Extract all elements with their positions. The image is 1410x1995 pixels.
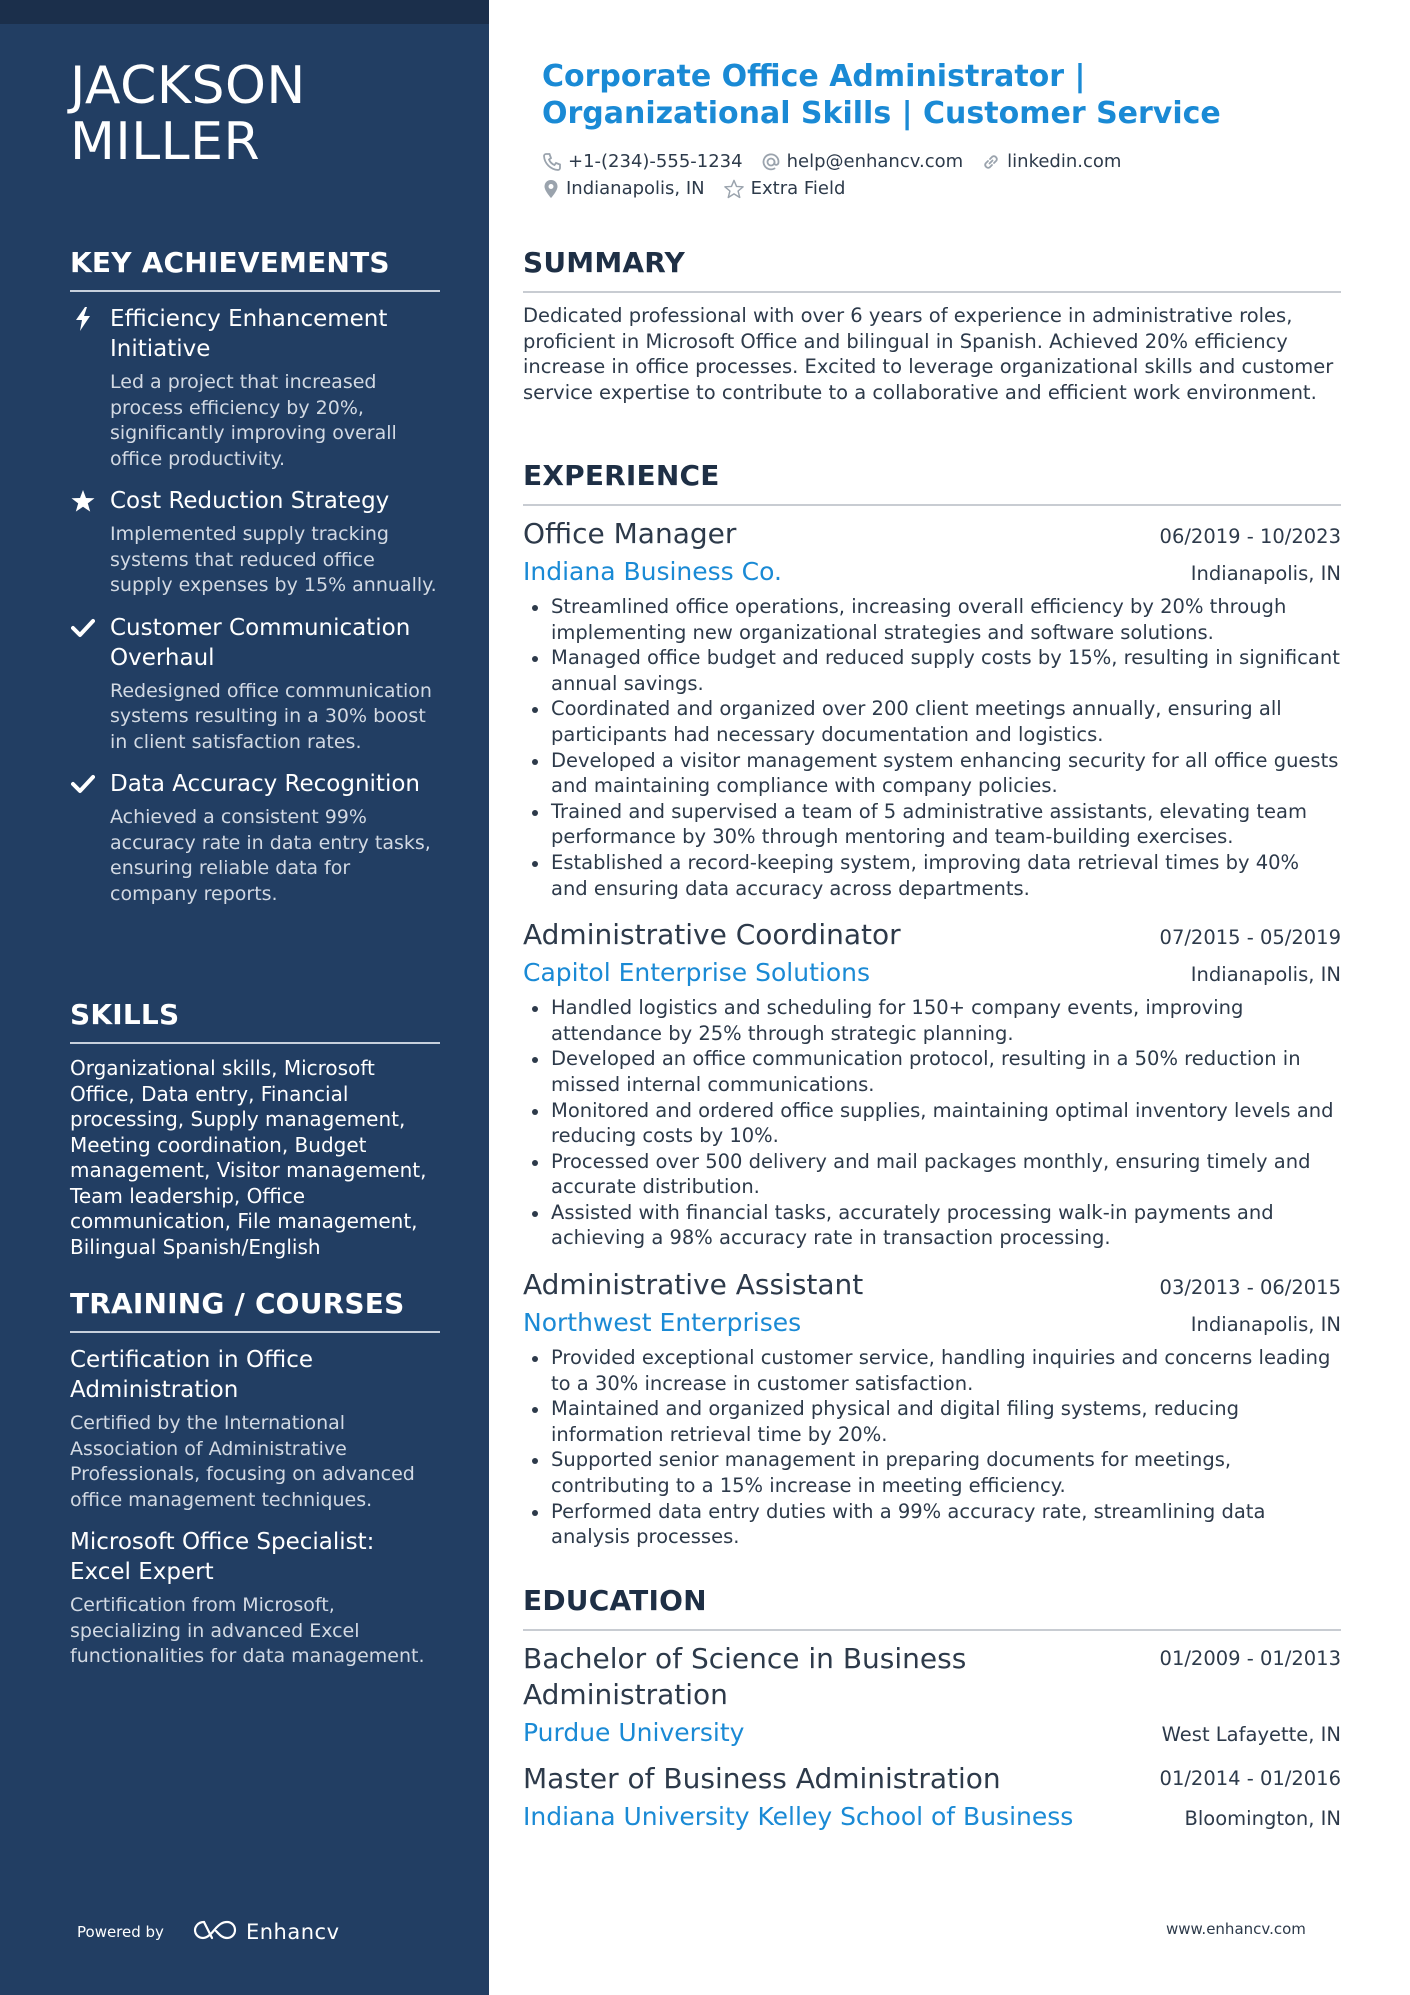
enhancv-brand-name: Enhancv bbox=[245, 1920, 340, 1944]
skills-list: Organizational skills, Microsoft Office, Data entry, Financial processing, Supply management, Meeting coordination, Budget management, Visitor management, Team leadership, Office communication, File management, Bilingual Spanish/English bbox=[70, 1056, 427, 1259]
achievement-item bbox=[70, 769, 440, 907]
experience-heading: EXPERIENCE bbox=[523, 459, 1341, 506]
achievement-item bbox=[70, 613, 440, 756]
achievement-desc: Redesigned office communication systems resulting in a 30% boost in client satisfaction rates. bbox=[110, 679, 432, 753]
edu-degree: Bachelor of Science in Business Administration bbox=[523, 1642, 967, 1711]
name-last: MILLER bbox=[70, 112, 261, 172]
edu-dates: 01/2009 - 01/2013 bbox=[1159, 1647, 1341, 1670]
edu-location: Bloomington, IN bbox=[1184, 1807, 1341, 1830]
achievement-title: Customer Communication Overhaul bbox=[110, 614, 411, 671]
edu-school: Purdue University bbox=[523, 1718, 745, 1747]
job-bullet: Handled logistics and scheduling for 150+ company events, improving attendance by 25% through strategic planning. bbox=[523, 995, 1341, 1046]
job-bullet: Trained and supervised a team of 5 administrative assistants, elevating team performance by 30% through mentoring and team-building exercises. bbox=[523, 799, 1341, 850]
job-bullet: Assisted with financial tasks, accurately processing walk-in payments and achieving a 98% accuracy rate in transaction processing. bbox=[523, 1200, 1341, 1251]
job-title: Administrative Assistant bbox=[523, 1268, 864, 1302]
skills-heading: SKILLS bbox=[70, 998, 440, 1044]
education-entry bbox=[523, 1761, 1341, 1833]
job-dates: 03/2013 - 06/2015 bbox=[1159, 1276, 1341, 1300]
job-location: Indianapolis, IN bbox=[1190, 562, 1341, 585]
job-bullet: Monitored and ordered office supplies, maintaining optimal inventory levels and reducing costs by 10%. bbox=[523, 1098, 1341, 1149]
course-item bbox=[70, 1345, 440, 1513]
star-outline-icon bbox=[723, 179, 745, 199]
extra-contact bbox=[723, 178, 846, 199]
achievement-title: Efficiency Enhancement Initiative bbox=[110, 306, 388, 362]
education-heading: EDUCATION bbox=[523, 1584, 1341, 1631]
achievement-title: Cost Reduction Strategy bbox=[110, 488, 390, 514]
achievement-desc: Achieved a consistent 99% accuracy rate in data entry tasks, ensuring reliable data for company reports. bbox=[110, 806, 431, 905]
job-bullets bbox=[523, 1345, 1341, 1550]
job-entry bbox=[523, 516, 1341, 901]
location-contact bbox=[542, 178, 705, 199]
course-title: Certification in Office Administration bbox=[70, 1347, 314, 1403]
location-text: Indianapolis, IN bbox=[566, 178, 705, 199]
phone-icon bbox=[542, 152, 562, 172]
job-bullet: Established a record-keeping system, improving data retrieval times by 40% and ensuring data accuracy across departments. bbox=[523, 850, 1341, 901]
course-desc: Certification from Microsoft, specializing in advanced Excel functionalities for data management. bbox=[70, 1594, 425, 1667]
edu-dates: 01/2014 - 01/2016 bbox=[1159, 1767, 1341, 1790]
course-title: Microsoft Office Specialist: Excel Expert bbox=[70, 1529, 375, 1585]
training-heading: TRAINING / COURSES bbox=[70, 1287, 440, 1333]
achievement-item bbox=[70, 304, 440, 472]
contact-info bbox=[542, 148, 1342, 202]
website-contact[interactable] bbox=[981, 151, 1121, 172]
key-achievements-heading: KEY ACHIEVEMENTS bbox=[70, 246, 440, 292]
job-dates: 06/2019 - 10/2023 bbox=[1159, 525, 1341, 548]
key-achievements-section bbox=[70, 246, 440, 921]
job-bullet: Developed a visitor management system enhancing security for all office guests and maintaining compliance with company policies. bbox=[523, 748, 1341, 799]
sidebar bbox=[0, 0, 489, 1995]
job-bullet: Performed data entry duties with a 99% accuracy rate, streamlining data analysis processes. bbox=[523, 1499, 1341, 1550]
job-company: Indiana Business Co. bbox=[523, 557, 782, 586]
name-first: JACKSON bbox=[70, 56, 306, 116]
website-text: linkedin.com bbox=[1007, 151, 1122, 172]
powered-by-label: Powered by bbox=[77, 1923, 164, 1941]
job-entry bbox=[523, 917, 1341, 1251]
star-icon bbox=[70, 488, 96, 514]
edu-school: Indiana University Kelley School of Business bbox=[523, 1802, 1074, 1831]
edu-location: West Lafayette, IN bbox=[1161, 1723, 1341, 1746]
summary-text: Dedicated professional with over 6 years of experience in administrative roles, proficient in Microsoft Office and bilingual in Spanish. Achieved 20% efficiency increase in office processes. Excited to leverage organizational skills and customer service expertise to contribute to a collaborative and efficient work environment. bbox=[523, 304, 1334, 404]
experience-section bbox=[523, 459, 1341, 1566]
education-entry bbox=[523, 1641, 1341, 1749]
email-contact[interactable] bbox=[761, 151, 964, 172]
job-title: Administrative Coordinator bbox=[523, 918, 901, 952]
at-icon bbox=[761, 152, 781, 172]
location-pin-icon bbox=[542, 179, 560, 199]
check-icon bbox=[70, 615, 96, 641]
skills-section bbox=[70, 998, 440, 1260]
job-bullet: Processed over 500 delivery and mail packages monthly, ensuring timely and accurate distribution. bbox=[523, 1149, 1341, 1200]
course-desc: Certified by the International Association of Administrative Professionals, focusing on advanced office management techniques. bbox=[70, 1412, 415, 1511]
job-location: Indianapolis, IN bbox=[1190, 1313, 1341, 1337]
education-section bbox=[523, 1584, 1341, 1845]
job-bullet: Coordinated and organized over 200 client meetings annually, ensuring all participants had necessary documentation and logistics. bbox=[523, 696, 1341, 747]
job-bullet: Provided exceptional customer service, handling inquiries and concerns leading to a 30% increase in customer satisfaction. bbox=[523, 1345, 1341, 1396]
sidebar-top-bar bbox=[0, 0, 489, 24]
powered-by bbox=[77, 1918, 340, 1946]
achievement-desc: Implemented supply tracking systems that reduced office supply expenses by 15% annually. bbox=[110, 523, 437, 596]
job-dates: 07/2015 - 05/2019 bbox=[1159, 926, 1341, 950]
job-bullets bbox=[523, 995, 1341, 1251]
job-company: Northwest Enterprises bbox=[523, 1308, 802, 1338]
job-bullet: Developed an office communication protocol, resulting in a 50% reduction in missed internal communications. bbox=[523, 1046, 1341, 1097]
phone-contact[interactable] bbox=[542, 151, 743, 172]
job-location: Indianapolis, IN bbox=[1190, 963, 1341, 987]
course-item bbox=[70, 1527, 440, 1670]
check-icon bbox=[70, 771, 96, 797]
resume-headline: Corporate Office Administrator | Organizational Skills | Customer Service bbox=[542, 59, 1221, 131]
achievement-title: Data Accuracy Recognition bbox=[110, 771, 420, 797]
lightning-icon bbox=[70, 306, 96, 332]
contact-row bbox=[542, 175, 1342, 202]
summary-heading: SUMMARY bbox=[523, 246, 1341, 293]
training-section bbox=[70, 1287, 440, 1684]
summary-section bbox=[523, 246, 1341, 405]
job-entry bbox=[523, 1267, 1341, 1550]
contact-row bbox=[542, 148, 1342, 175]
job-bullets bbox=[523, 594, 1341, 901]
candidate-name bbox=[70, 58, 450, 170]
footer-website-link[interactable]: www.enhancv.com bbox=[1166, 1920, 1306, 1938]
job-bullet: Supported senior management in preparing documents for meetings, contributing to a 15% increase in meeting efficiency. bbox=[523, 1447, 1341, 1498]
phone-text: +1-(234)-555-1234 bbox=[568, 151, 743, 172]
enhancv-brand-link[interactable] bbox=[192, 1918, 340, 1946]
job-bullet: Maintained and organized physical and digital filing systems, reducing information retrieval time by 20%. bbox=[523, 1396, 1341, 1447]
email-text: help@enhancv.com bbox=[786, 151, 964, 172]
job-title: Office Manager bbox=[523, 517, 737, 550]
edu-degree: Master of Business Administration bbox=[523, 1762, 1001, 1795]
job-company: Capitol Enterprise Solutions bbox=[523, 958, 870, 988]
job-bullet: Managed office budget and reduced supply costs by 15%, resulting in significant annual savings. bbox=[523, 645, 1341, 696]
achievement-desc: Led a project that increased process efficiency by 20%, significantly improving overall office productivity. bbox=[110, 371, 397, 470]
job-bullet: Streamlined office operations, increasing overall efficiency by 20% through implementing new organizational strategies and software solutions. bbox=[523, 594, 1341, 645]
enhancv-logo-icon bbox=[192, 1918, 238, 1946]
extra-text: Extra Field bbox=[750, 178, 846, 199]
link-icon bbox=[981, 152, 1001, 172]
achievement-item bbox=[70, 486, 440, 599]
